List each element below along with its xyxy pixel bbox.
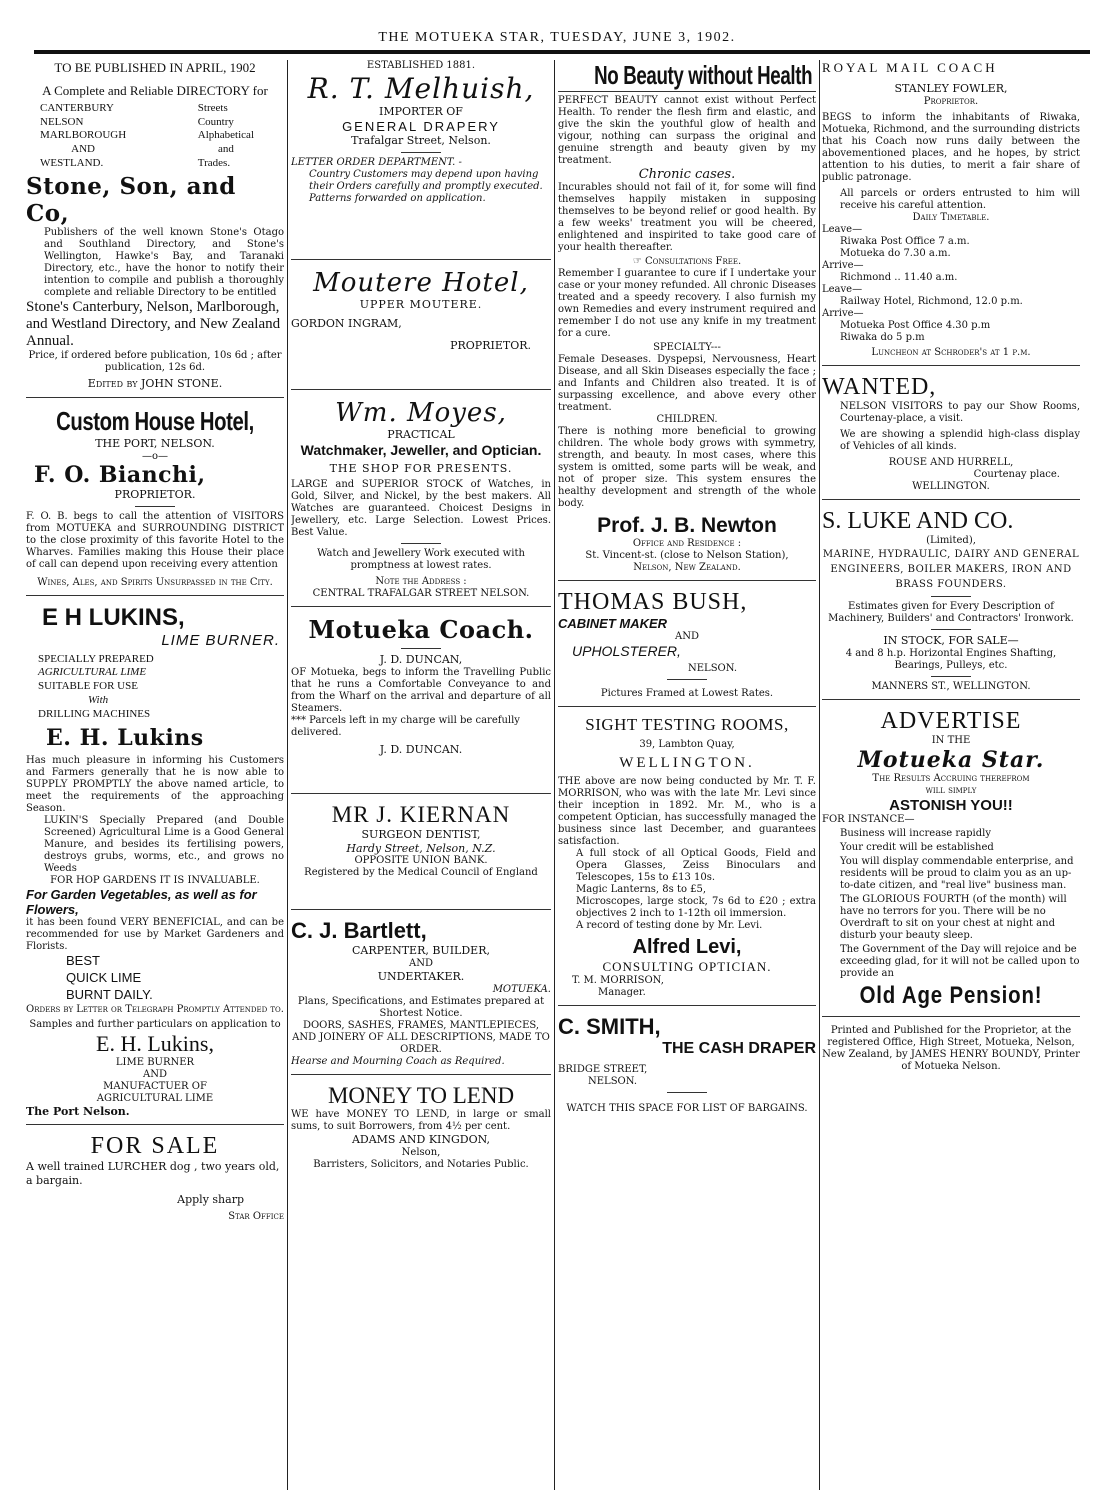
timetable-line: Riwaka do 5 p.m <box>840 331 925 343</box>
letter-order-body: Country Customers may depend upon having their Orders carefully and promptly executed. Patterns forwarded on application. <box>309 168 543 204</box>
money-title: MONEY TO LEND <box>327 1082 515 1108</box>
for-sale-apply: Apply sharp <box>177 1193 244 1207</box>
wanted-title: WANTED, <box>822 373 937 400</box>
regions-list <box>40 102 126 171</box>
smith-cash-draper: THE CASH DRAPER <box>662 1040 816 1057</box>
motueka-coach-ad <box>291 615 551 794</box>
melhuish-name: R. T. Melhuish, <box>307 72 535 105</box>
lukins-name: E. H. Lukins, <box>96 1030 214 1056</box>
custom-house-body: F. O. B. begs to call the attention of VISITORS from MOTUEKA and SURROUNDING DISTRICT to the close proximity of this favorite Hotel to the Wharves. Families making this House their place of call can depend upon receiving every attention <box>26 510 284 570</box>
directory-subheading: A Complete and Reliable DIRECTORY for <box>42 82 268 98</box>
advertise-ad <box>822 708 1080 1017</box>
custom-house-ad <box>26 406 284 596</box>
royal-mail-ad <box>822 60 1080 366</box>
feature-item: Country <box>197 115 234 128</box>
money-nelson: Nelson, <box>401 1146 441 1158</box>
royal-body: BEGS to inform the inhabitants of Riwaka, Motueka, Richmond, and the surrounding districts that his Coach now runs daily between the abovementioned places, and he hopes, by strict attention to his duties, to merit a fair share of public patronage. <box>822 111 1080 183</box>
melhuish-ad <box>291 60 551 211</box>
bianchi-proprietor: PROPRIETOR. <box>114 487 196 501</box>
royal-timetable: Daily Timetable. <box>912 211 990 223</box>
established-line: ESTABLISHED 1881. <box>366 60 476 71</box>
bartlett-undertaker: UNDERTAKER. <box>377 970 465 983</box>
newton-office: Office and Residence : <box>632 538 742 549</box>
bartlett-doors: DOORS, SASHES, FRAMES, MANTLEPIECES, AND JOINERY OF ALL DESCRIPTIONS, MADE TO ORDER. <box>292 1019 550 1055</box>
luke-instock: IN STOCK, FOR SALE— <box>883 633 1019 647</box>
divider <box>667 679 707 680</box>
bartlett-plans: Plans, Specifications, and Estimates prepared at Shortest Notice. <box>297 995 545 1019</box>
wanted-courtenay: Courtenay place. <box>973 468 1060 480</box>
sight-body: THE above are now being conducted by Mr. T. F. MORRISON, who was with the late Mr. Levi since their inception in 1892. Mr. M., who is a competent Optician, has successfully managed the business since last December, and guarantees satisfaction. <box>558 776 816 847</box>
kiernan-registered: Registered by the Medical Council of England <box>304 867 538 879</box>
region-item: NELSON <box>40 115 84 128</box>
children-heading: CHILDREN. <box>656 414 718 425</box>
timetable-line: Leave— <box>822 223 863 235</box>
divider <box>135 506 175 507</box>
beauty-body: PERFECT BEAUTY cannot exist without Perfect Health. To render the flesh firm and elastic, and give the skin the youthful glow of health and vigour, nothing can surpass the original and genuine strength and beauty given by my treatment. <box>558 95 816 166</box>
advertise-pension: Old Age Pension! <box>859 981 1043 1009</box>
feature-item: Trades. <box>197 156 231 169</box>
sight-city: WELLINGTON. <box>619 755 755 771</box>
product-line: SPECIALLY PREPARED <box>38 652 154 665</box>
advertise-title: ADVERTISE <box>880 707 1022 734</box>
lukins-role <box>26 1057 284 1105</box>
newton-nelson: Nelson, New Zealand. <box>633 562 741 573</box>
timetable-line: Richmond .. 11.40 a.m. <box>840 271 958 283</box>
role-line: AND <box>143 1068 167 1080</box>
wanted-firm: ROUSE AND HURRELL, <box>888 456 1014 468</box>
timetable-line: Arrive— <box>822 307 864 319</box>
benefit-item: The Government of the Day will rejoice and be exceeding glad, for it will not be called upon to provide an <box>840 943 1080 979</box>
luke-engineers: MARINE, HYDRAULIC, DAIRY AND GENERAL ENGINEERS, BOILER MAKERS, IRON AND BRASS FOUNDERS. <box>822 548 1080 590</box>
column-2 <box>291 60 551 1490</box>
sight-testing-ad <box>558 715 816 1006</box>
gordon-ingram: GORDON INGRAM, <box>291 317 402 331</box>
consultations-free <box>558 256 816 268</box>
bianchi-name: F. O. Bianchi, <box>34 461 206 488</box>
moyes-repair: Watch and Jewellery Work executed with promptness at lowest rates. <box>317 548 525 572</box>
wanted-body-2: We are showing a splendid high-class display of Vehicles of all kinds. <box>840 428 1080 452</box>
bartlett-name: C. J. Bartlett, <box>291 918 427 944</box>
divider <box>931 596 971 597</box>
role-line: LIME BURNER <box>115 1056 195 1068</box>
custom-house-title: Custom House Hotel, <box>56 406 254 437</box>
general-drapery: GENERAL DRAPERY <box>342 118 500 134</box>
moyes-address: CENTRAL TRAFALGAR STREET NELSON. <box>312 588 530 600</box>
custom-house-address: THE PORT, NELSON. <box>95 437 215 451</box>
column-divider <box>554 60 555 1490</box>
bartlett-carpenter: CARPENTER, BUILDER, <box>352 944 490 958</box>
best-line: BURNT DAILY. <box>66 987 153 1003</box>
luke-name: S. LUKE AND CO. <box>822 507 1014 534</box>
luke-manners: MANNERS ST., WELLINGTON. <box>871 680 1031 692</box>
consultations-label: Consultations Free. <box>645 256 742 267</box>
product-line: AGRICULTURAL LIME <box>38 666 147 679</box>
bartlett-ad <box>291 918 551 1075</box>
lukins-hop-gardens: FOR HOP GARDENS IT IS INVALUABLE. <box>50 875 260 887</box>
column-4 <box>822 60 1080 1490</box>
advertise-instance: FOR INSTANCE— <box>822 813 915 825</box>
bush-pictures: Pictures Framed at Lowest Rates. <box>600 688 774 699</box>
specialty-heading: SPECIALTY--- <box>653 342 721 353</box>
moyes-body: LARGE and SUPERIOR STOCK of Watches, in Gold, Silver, and Nickel, by the best makers. All Watches are guaranteed. Choicest Designs in Jewellery, etc. Large Selection. Lowest Prices. Best Value. <box>291 479 551 539</box>
royal-luncheon: Luncheon at Schroder's at 1 p.m. <box>871 346 1031 358</box>
product-line: SUITABLE FOR USE <box>38 680 138 693</box>
smith-nelson: NELSON. <box>588 1076 638 1087</box>
stone-editor: Edited by JOHN STONE. <box>87 377 223 391</box>
role-line: AGRICULTURAL LIME <box>96 1092 214 1104</box>
timetable <box>822 224 1080 344</box>
gordon-proprietor: PROPRIETOR. <box>450 339 531 352</box>
moyes-note: Note the Address : <box>375 576 467 588</box>
kiernan-surgeon: SURGEON DENTIST, <box>361 827 481 841</box>
luke-limited: (Limited), <box>926 534 976 546</box>
newton-name: Prof. J. B. Newton <box>597 514 777 537</box>
timetable-line: Riwaka Post Office 7 a.m. <box>840 235 970 247</box>
timetable-line: Arrive— <box>822 259 864 271</box>
moutere-hotel-ad <box>291 268 551 390</box>
bartlett-location: MOTUEKA. <box>492 983 551 995</box>
lukins-ad <box>26 604 284 1125</box>
moutere-title: Moutere Hotel, <box>313 267 529 298</box>
levi-optician: CONSULTING OPTICIAN. <box>602 959 772 974</box>
benefit-item: Your credit will be established <box>840 841 994 853</box>
lukins-port: The Port Nelson. <box>26 1104 130 1118</box>
coach-title: Motueka Coach. <box>308 615 534 645</box>
coach-parcels: *** Parcels left in my charge will be carefully delivered. <box>291 715 520 738</box>
best-line: BEST <box>66 953 100 969</box>
sight-stock: A full stock of all Optical Goods, Field and Opera Glasses, Zeiss Binoculars and Telescopes, 15s to £13 10s. <box>576 848 816 883</box>
moyes-shop: THE SHOP FOR PRESENTS. <box>329 461 513 475</box>
money-body: WE have MONEY TO LEND, in large or small sums, to suit Borrowers, from 4½ per cent. <box>291 1108 551 1132</box>
importer-of: IMPORTER OF <box>379 105 463 118</box>
lukins-best <box>26 953 284 1004</box>
levi-morrison: T. M. MORRISON, <box>572 975 664 986</box>
beauty-title: No Beauty without Health <box>594 60 813 90</box>
smith-watch: WATCH THIS SPACE FOR LIST OF BARGAINS. <box>566 1103 808 1114</box>
column-divider <box>287 60 288 1490</box>
product-line: DRILLING MACHINES <box>38 707 151 720</box>
smith-name: C. SMITH, <box>558 1014 661 1039</box>
kiernan-name: MR J. KIERNAN <box>331 801 511 827</box>
masthead-rule <box>34 50 1090 54</box>
for-sale-office: Star Office <box>228 1211 284 1223</box>
letter-order-dept: LETTER ORDER DEPARTMENT. - <box>291 156 462 168</box>
advertise-items <box>822 828 1080 980</box>
lukins-garden-body: it has been found VERY BENEFICIAL, and can be recommended for use by Market Gardeners and Florists. <box>26 917 284 953</box>
moyes-name: Wm. Moyes, <box>335 397 507 428</box>
timetable-line: Motueka Post Office 4.30 p.m <box>840 319 991 331</box>
lukins-orders: Orders by Letter or Telegraph Promptly Attended to. <box>26 1003 284 1015</box>
lukins-subtitle: LIME BURNER. <box>161 631 280 649</box>
product-line: With <box>88 693 109 706</box>
consult-body: Remember I guarantee to cure if I undertake your case or your money refunded. All chronic Diseases treated and a speedy recovery. I also furnish my own Remedies and every instrument required and remember I do not use any knife in my treatment for a cure. <box>558 268 816 339</box>
benefit-item: The GLORIOUS FOURTH (of the month) will have no terrors for you. There will be no Overdraft to sit on your chest at night and disturb your beauty sleep. <box>840 893 1067 941</box>
money-firm: ADAMS AND KINGDON, <box>351 1132 491 1146</box>
newspaper-masthead: THE MOTUEKA STAR, TUESDAY, JUNE 3, 1902. <box>378 30 736 45</box>
region-item: MARLBOROUGH <box>40 129 127 142</box>
levi-name: Alfred Levi, <box>632 936 742 958</box>
kiernan-ad <box>291 802 551 911</box>
divider <box>401 648 441 649</box>
sight-title: SIGHT TESTING ROOMS, <box>585 715 789 734</box>
column-1 <box>26 60 284 1490</box>
moyes-ad <box>291 398 551 608</box>
sight-record: A record of testing done by Mr. Levi. <box>576 920 763 931</box>
kiernan-opposite: OPPOSITE UNION BANK. <box>354 855 488 867</box>
column-divider <box>819 60 820 1490</box>
smith-ad <box>558 1014 816 1121</box>
upper-moutere: UPPER MOUTERE. <box>359 297 483 311</box>
timetable-line: Motueka do 7.30 a.m. <box>840 247 951 259</box>
benefit-item: You will display commendable enterprise, and residents will be proud to claim you as an up-to-date citizen, and "real live" business man. <box>840 855 1074 891</box>
stone-directory-title: Stone's Canterbury, Nelson, Marlborough, and Westland Directory, and New Zealand Annual. <box>26 298 281 350</box>
directory-heading: TO BE PUBLISHED IN APRIL, 1902 <box>54 60 256 75</box>
advertise-simply: will simply <box>925 784 977 796</box>
wanted-body: NELSON VISITORS to pay our Show Rooms, Courtenay-place, a visit. <box>840 400 1080 424</box>
feature-item: Streets <box>197 101 228 114</box>
coach-signature: J. D. DUNCAN. <box>379 743 463 756</box>
divider <box>931 676 971 677</box>
coach-owner: J. D. DUNCAN, <box>379 653 463 667</box>
timetable-line: Leave— <box>822 283 863 295</box>
bush-and: AND <box>675 631 699 642</box>
bartlett-and: AND <box>409 958 433 969</box>
publisher-imprint: Printed and Published for the Proprietor, at the registered Office, High Street, Motueka, Nelson, New Zealand, by JAMES HENRY BOUNDY, Printer of Motueka Nelson. <box>822 1024 1080 1072</box>
luke-estimates: Estimates given for Every Description of Machinery, Builders' and Contractors' Ironwork. <box>828 600 1074 624</box>
divider <box>401 152 441 153</box>
kiernan-street: Hardy Street, Nelson, N.Z. <box>346 841 496 855</box>
lukins-body-2: LUKIN'S Specially Prepared (and Double Screened) Agricultural Lime is a Good General Manure, and besides its fertilising powers, destroys grubs, worms, etc., and grows no Weeds <box>44 815 284 875</box>
feature-item: and <box>217 143 234 156</box>
levi-manager: Manager. <box>598 987 646 998</box>
feature-item: Alphabetical <box>197 129 254 142</box>
moyes-practical: PRACTICAL <box>387 427 455 441</box>
region-item: CANTERBURY <box>40 101 114 114</box>
newton-street: St. Vincent-st. (close to Nelson Station), <box>585 550 789 561</box>
best-line: QUICK LIME <box>66 970 142 986</box>
lukins-product <box>26 653 284 722</box>
lukins-samples: Samples and further particulars on application to <box>29 1018 281 1030</box>
sight-microscopes: Microscopes, large stock, 7s 6d to £20 ; extra objectives 2 inch to 1-12th oil immersion. <box>576 896 816 919</box>
custom-house-wines: Wines, Ales, and Spirits Unsurpassed in the City. <box>37 576 273 588</box>
timetable-line: Railway Hotel, Richmond, 12.0 p.m. <box>840 295 1023 307</box>
bush-nelson: NELSON. <box>688 663 738 674</box>
luke-ad <box>822 508 1080 700</box>
advertise-astonish: ASTONISH YOU!! <box>889 796 1013 814</box>
beauty-health-ad <box>558 60 816 581</box>
wanted-ad <box>822 374 1080 500</box>
directory-lists <box>26 100 284 173</box>
bush-upholsterer: UPHOLSTERER, <box>572 643 681 659</box>
divider <box>931 629 971 630</box>
moyes-trade: Watchmaker, Jeweller, and Optician. <box>300 441 542 458</box>
divider <box>667 1092 707 1093</box>
lukins-gothic-name: E. H. Lukins <box>46 725 204 752</box>
column-3 <box>558 60 816 1490</box>
stone-body: Publishers of the well known Stone's Otago and Southland Directory, and Stone's Wellington, Hawke's Bay, and Taranaki Directory, etc., have the honor to notify their intention to compile and publish a thoroughly complete and reliable Directory to be entitled <box>44 226 284 298</box>
role-line: MANUFACTUER OF <box>103 1080 207 1092</box>
luke-engines: 4 and 8 h.p. Horizontal Engines Shafting, Bearings, Pulleys, etc. <box>845 647 1057 671</box>
divider <box>401 543 441 544</box>
sight-lanterns: Magic Lanterns, 8s to £5, <box>576 884 707 895</box>
stone-price: Price, if ordered before publication, 10s 6d ; after publication, 12s 6d. <box>28 350 282 374</box>
royal-owner: STANLEY FOWLER, <box>894 82 1008 95</box>
pointing-hand-icon: ☞ <box>632 256 645 267</box>
bush-cabinet: CABINET MAKER <box>558 616 668 631</box>
lukins-garden-heading: For Garden Vegetables, as well as for Flowers, <box>26 887 257 918</box>
bush-name: THOMAS BUSH, <box>558 589 748 615</box>
thomas-bush-ad <box>558 589 816 707</box>
region-item: AND <box>71 143 96 156</box>
chronic-heading: Chronic cases. <box>638 167 736 182</box>
wanted-city: WELLINGTON. <box>912 480 990 492</box>
coach-body: OF Motueka, begs to inform the Travelling Public that he runs a Comfortable Conveyance to and from the Wharf on the arrival and departure of all Steamers. <box>291 667 551 714</box>
region-item: WESTLAND. <box>40 156 104 169</box>
children-body: There is nothing more beneficial to growing children. The whole body grows with symmetry, strength, and beauty. In most cases, where this system is omitted, some parts will be weak, and not of proper size. This system ensures the healthy development and strength of the whole body. <box>558 426 816 509</box>
money-barristers: Barristers, Solicitors, and Notaries Public. <box>313 1158 529 1170</box>
ornament: —o— <box>141 450 169 462</box>
specialty-body: Female Deseases. Dyspepsi, Nervousness, Heart Disease, and all Skin Diseases especially the face ; and Infants and Children also treated. It is of surpassing excellence, and above every other treatment. <box>558 354 816 413</box>
for-sale-ad <box>26 1133 284 1229</box>
benefit-item: Business will increase rapidly <box>840 827 991 839</box>
stone-title: Stone, Son, and Co, <box>26 172 236 227</box>
for-sale-title: FOR SALE <box>90 1132 220 1159</box>
advertise-results: The Results Accruing therefrom <box>872 772 1030 784</box>
bartlett-hearse: Hearse and Mourning Coach as Required. <box>291 1055 505 1067</box>
features-list <box>198 102 254 171</box>
advertise-in-the: IN THE <box>931 734 971 746</box>
royal-parcels: All parcels or orders entrusted to him will receive his careful attention. <box>840 187 1080 211</box>
lukins-title: E H LUKINS, <box>42 603 185 631</box>
for-sale-body: A well trained LURCHER dog , two years old, a bargain. <box>26 1159 280 1187</box>
money-to-lend-ad <box>291 1083 551 1177</box>
smith-street: BRIDGE STREET, <box>558 1064 648 1075</box>
royal-title: ROYAL MAIL COACH <box>822 60 998 75</box>
sight-address: 39, Lambton Quay, <box>639 739 735 750</box>
lukins-body: Has much pleasure in informing his Customers and Farmers generally that he is now able to SUPPLY PROMPTLY the above named article, to meet the requirements of the approaching Season. <box>26 755 284 815</box>
royal-proprietor: Proprietor. <box>923 95 979 107</box>
trafalgar-street: Trafalgar Street, Nelson. <box>351 133 491 147</box>
spacer <box>291 219 551 260</box>
chronic-body: Incurables should not fail of it, for some will find themselves happily mistaken in supposing themselves to be beyond relief or good health. By a few weeks' treatment you will be cheered, enlightened and inspirited to take good care of your health thereafter. <box>558 182 816 253</box>
directory-ad <box>26 60 284 398</box>
advertise-star: Motueka Star. <box>857 746 1045 773</box>
